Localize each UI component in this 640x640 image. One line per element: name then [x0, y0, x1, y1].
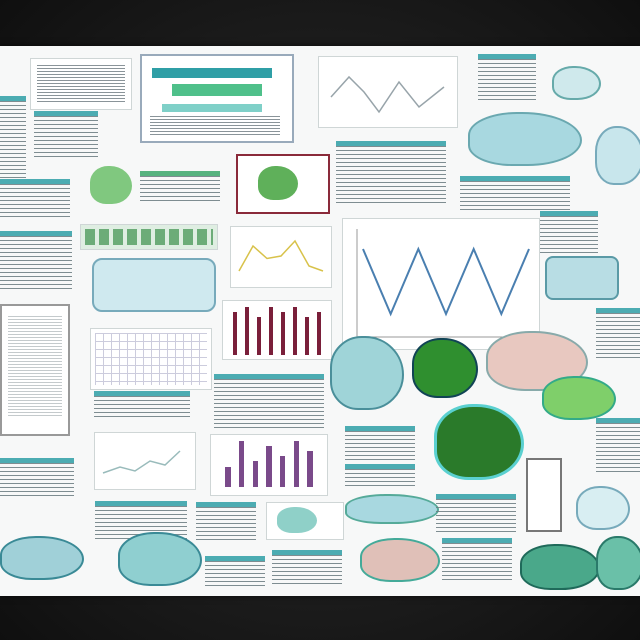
text-table-right-4: [596, 418, 640, 475]
small-curve-chart: [95, 433, 195, 489]
tablet-screen-mockup: [0, 304, 70, 436]
maroon-bar-4: [281, 312, 286, 355]
main-line-chart-tile: [342, 218, 540, 350]
purple-bar-5: [294, 441, 299, 487]
green-organ-illustration-2: [412, 338, 478, 398]
text-table-bottom-5: [272, 550, 342, 587]
teal-organ-illustration-9: [520, 544, 600, 590]
device-illustration: [526, 458, 562, 532]
text-table-left-4: [0, 231, 72, 291]
text-table-right-2: [540, 211, 598, 256]
maroon-bar-0: [233, 312, 238, 355]
text-table-left-6: [0, 458, 74, 497]
teal-organ-illustration-8: [118, 532, 202, 586]
top-line-series: [331, 77, 444, 112]
small-line-series: [239, 241, 323, 271]
maroon-bar-7: [317, 312, 322, 355]
text-table-right-3: [596, 308, 640, 359]
grid-chart-tile: [90, 328, 212, 390]
red-organ-illustration: [360, 538, 440, 582]
collage-board: [0, 46, 640, 596]
maroon-bar-6: [305, 317, 310, 355]
framed-figure: [236, 154, 330, 214]
purple-bar-4: [280, 456, 285, 487]
text-table-left-2: [34, 111, 98, 160]
purple-bar-0: [225, 467, 230, 487]
teal-organ-illustration-1: [468, 112, 582, 166]
text-table-mid-1: [140, 171, 220, 204]
teal-organ-illustration-7: [0, 536, 84, 580]
text-table-top-right: [478, 54, 536, 101]
text-table-center-4: [345, 464, 415, 489]
text-table-center-3: [345, 426, 415, 463]
small-line-chart-tile: [230, 226, 332, 288]
teal-organ-illustration-4: [330, 336, 404, 410]
purple-bar-3: [266, 446, 271, 487]
text-table-left-3: [0, 179, 70, 220]
maroon-bar-chart-tile: [222, 300, 332, 360]
purple-bar-chart-tile: [210, 434, 328, 496]
small-line-chart: [231, 227, 331, 287]
text-table-center-2: [214, 374, 324, 429]
text-table-right-1: [460, 176, 570, 211]
text-table-bottom-4: [205, 556, 265, 589]
top-line-chart: [319, 57, 457, 127]
purple-bar-2: [253, 461, 258, 487]
teal-organ-illustration-6: [576, 486, 630, 530]
curve-series: [103, 451, 180, 473]
green-banner: [80, 224, 218, 250]
bottom-figure-tile: [266, 502, 344, 540]
teal-organ-illustration-3: [545, 256, 619, 300]
teal-tooth-illustration: [542, 376, 616, 420]
small-scatter-chart-tile: [94, 432, 196, 490]
main-line-series: [363, 249, 529, 314]
green-organ-illustration-1: [90, 166, 132, 204]
document-tile-top-left: [30, 58, 132, 110]
purple-bar-6: [307, 451, 312, 487]
spreadsheet-tile: [140, 54, 294, 143]
text-table-bottom-6: [442, 538, 512, 583]
text-table-bottom-2: [196, 502, 256, 541]
maroon-bar-1: [245, 307, 250, 355]
teal-organ-illustration-5: [345, 494, 439, 524]
lung-illustration-top: [552, 66, 601, 100]
line-chart-tile-top: [318, 56, 458, 128]
maroon-bar-chart: [229, 307, 325, 355]
maroon-bar-2: [257, 317, 262, 355]
text-table-bottom-3: [436, 494, 516, 533]
teal-organ-illustration-2: [595, 126, 640, 185]
text-table-left-1: [0, 96, 26, 181]
green-organ-illustration-3: [434, 404, 524, 480]
purple-bar-1: [239, 441, 244, 487]
maroon-bar-5: [293, 307, 298, 355]
teal-organ-illustration-10: [596, 536, 640, 590]
maroon-bar-3: [269, 307, 274, 355]
main-line-chart: [343, 219, 539, 349]
purple-bar-chart: [221, 441, 317, 487]
text-table-left-5: [94, 391, 190, 418]
text-table-center-1: [336, 141, 446, 206]
teal-bath-illustration: [92, 258, 216, 312]
